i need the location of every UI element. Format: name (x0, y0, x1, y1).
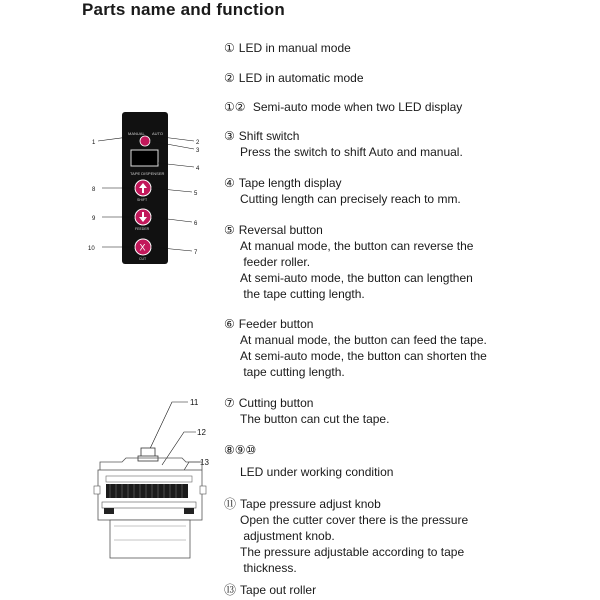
part-number: ① (224, 41, 235, 55)
part-number: ⑦ (224, 396, 235, 410)
part-description: feeder roller. (240, 255, 311, 269)
part-number: ⑬ (224, 583, 237, 597)
part-heading: Tape pressure adjust knob (240, 497, 381, 511)
part-number: ⑤ (224, 223, 235, 237)
part-description: adjustment knob. (240, 529, 335, 543)
callout-6: 6 (194, 221, 198, 227)
tape-out-roller (106, 484, 188, 498)
part-number: ⑪ (224, 497, 237, 511)
part-heading: Cutting button (238, 396, 314, 410)
page-title: Parts name and function (82, 0, 285, 19)
part-heading: Tape length display (238, 176, 342, 190)
cutting-label: CUT (139, 257, 147, 261)
callout-1: 1 (92, 140, 96, 146)
part-1-entry (224, 40, 351, 56)
part-number: ② (224, 71, 235, 85)
part-description: Cutting length can precisely reach to mm. (240, 192, 461, 206)
part-description: thickness. (240, 561, 297, 575)
part-heading: Semi-auto mode when two LED display (249, 100, 463, 114)
callout-11: 11 (190, 398, 199, 407)
reversal-label: SHIFT (137, 198, 148, 202)
part-description: tape cutting length. (240, 365, 345, 379)
callout-10: 10 (88, 246, 95, 252)
part-description: At manual mode, the button can feed the tape. (240, 333, 487, 347)
part-6-entry (224, 316, 487, 380)
part-description: Press the switch to shift Auto and manual. (240, 145, 463, 159)
callout-4: 4 (196, 166, 200, 172)
part-heading: LED in manual mode (238, 41, 351, 55)
cut-x-icon: X (139, 242, 146, 253)
part-heading: LED in automatic mode (238, 71, 364, 85)
shift-switch-button (140, 136, 150, 146)
part-description: the tape cutting length. (240, 287, 365, 301)
brand-label: TAPE DISPENSER (130, 171, 165, 176)
callout-7: 7 (194, 250, 198, 256)
part-heading: Reversal button (238, 223, 323, 237)
callout-2: 2 (196, 140, 200, 146)
part-description: At semi-auto mode, the button can lengthen (240, 271, 473, 285)
part-11-entry (224, 496, 468, 576)
part-description: At manual mode, the button can reverse the (240, 239, 474, 253)
auto-led-label: AUTO (152, 131, 164, 136)
callout-3: 3 (196, 148, 200, 154)
part-description: At semi-auto mode, the button can shorten the (240, 349, 487, 363)
part-2-entry (224, 70, 364, 86)
part-13-entry (224, 582, 316, 598)
part-number: ⑥ (224, 317, 235, 331)
part-7-entry (224, 395, 389, 427)
part-number: ④ (224, 176, 235, 190)
control-panel-diagram (84, 108, 214, 268)
part-heading: Tape out roller (240, 583, 317, 597)
part-3-entry (224, 128, 463, 160)
part-description: The button can cut the tape. (240, 412, 390, 426)
part-heading: Feeder button (238, 317, 314, 331)
part-description: Open the cutter cover there is the pressure (240, 513, 469, 527)
part-description: LED under working condition (240, 465, 394, 479)
part-8-9-10-entry (224, 442, 393, 480)
part-5-entry (224, 222, 473, 302)
cutter-machine-diagram (92, 390, 217, 565)
callout-8: 8 (92, 187, 96, 193)
part-number: ①② (224, 100, 246, 114)
feeder-label: FEEDER (135, 227, 150, 231)
callout-9: 9 (92, 216, 96, 222)
callout-5: 5 (194, 191, 198, 197)
part-number: ③ (224, 129, 235, 143)
part-description: The pressure adjustable according to tape (240, 545, 465, 559)
manual-led-label: MANUAL (128, 131, 145, 136)
part-1-2-entry (224, 99, 462, 115)
part-number: ⑧⑨⑩ (224, 443, 257, 457)
part-4-entry (224, 175, 461, 207)
tape-length-display (131, 150, 158, 166)
callout-13: 13 (200, 458, 209, 467)
callout-12: 12 (197, 428, 206, 437)
part-heading: Shift switch (238, 129, 300, 143)
